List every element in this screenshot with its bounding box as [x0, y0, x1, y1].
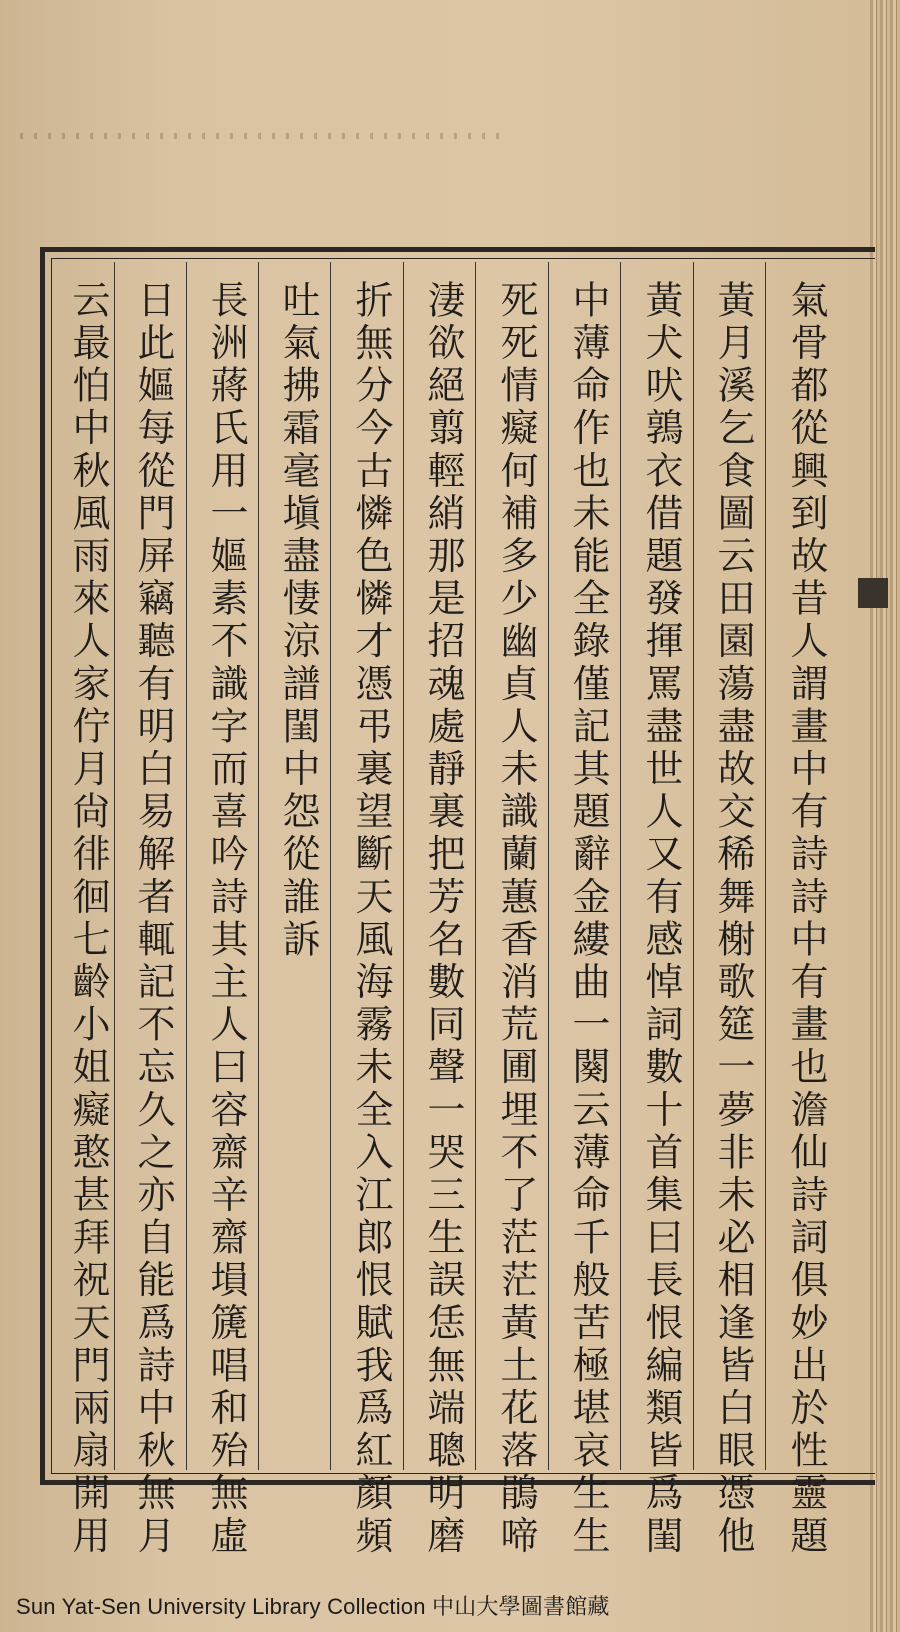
column-text: 日此嫗每從門屏竊聽有明白易解者輒記不忘久之亦自能爲詩中秋無月 [131, 280, 175, 1558]
column-text: 黃月溪乞食圖云田園蕩盡故交稀舞榭歌筵一夢非未必相逢皆白眼憑他 [711, 280, 755, 1558]
text-column-8 [262, 262, 334, 1470]
library-caption [16, 1590, 610, 1621]
column-text: 中薄命作也未能全錄僅記其題辭金縷曲一闋云薄命千般苦極堪哀生生 [566, 280, 610, 1558]
text-column-4 [552, 262, 624, 1558]
text-column-5 [480, 262, 552, 1558]
column-text: 吐氣拂霜毫塡盡悽涼譜閨中怨從誰訴 [276, 280, 320, 962]
text-column-2 [697, 262, 769, 1558]
text-column-6 [407, 262, 479, 1558]
show-through-marks [20, 133, 500, 139]
caption-chinese: 中山大學圖書館藏 [432, 1595, 610, 1620]
text-column-11 [52, 262, 124, 1558]
column-text: 氣骨都從興到故昔人謂畫中有詩詩中有畫也澹仙詩詞俱妙出於性靈題 [784, 280, 828, 1558]
text-column-3 [625, 262, 697, 1558]
column-text: 黃犬吠鶉衣借題發揮罵盡世人又有感悼詞數十首集曰長恨編類皆爲閨 [639, 280, 683, 1558]
text-column-7 [335, 262, 407, 1558]
column-text: 淒欲絕翦輕綃那是招魂處靜裏把芳名數同聲一哭三生誤恁無端聰明磨 [421, 280, 465, 1558]
text-column-9 [190, 262, 262, 1558]
caption-english: Sun Yat-Sen University Library Collection [16, 1594, 426, 1619]
column-text: 云最怕中秋風雨來人家佇月尙徘徊七齡小姐癡憨甚拜祝天門兩扇開用 [66, 280, 110, 1558]
column-text: 死死情癡何補多少幽貞人未識蘭蕙香消荒圃埋不了茫茫黃土花落鵑啼 [494, 280, 538, 1558]
column-text: 長洲蔣氏用一嫗素不識字而喜吟詩其主人曰容齋辛齋塤篪唱和殆無虛 [204, 280, 248, 1558]
text-column-1 [770, 262, 842, 1558]
column-text: 折無分今古憐色憐才憑弔裏望斷天風海霧未全入江郎恨賦我爲紅顏頻 [349, 280, 393, 1558]
text-column-10 [117, 262, 189, 1558]
